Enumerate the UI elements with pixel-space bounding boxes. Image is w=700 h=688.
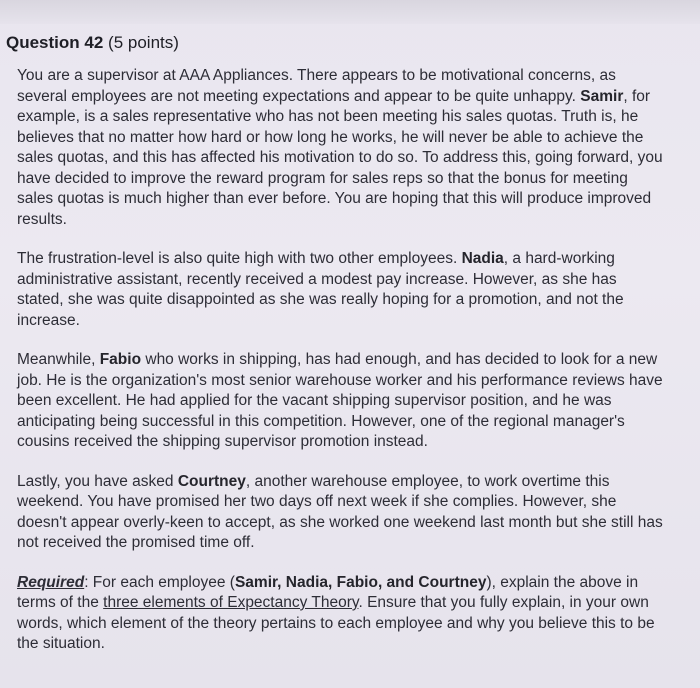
top-bar (0, 0, 700, 24)
paragraph-nadia (17, 249, 665, 331)
question-header (6, 33, 179, 53)
employee-names: Samir, Nadia, Fabio, and Courtney (234, 573, 487, 591)
question-points: (5 points) (108, 33, 179, 52)
paragraph-text: , a hard-working administrative assistant, recently received a modest pay increase. However, as she has stated, she was quite disappointed as she was really hoping for a promotion, and not the increase. (17, 250, 624, 329)
required-label: Required (17, 573, 85, 591)
paragraph-text: ), explain the above in terms of the (17, 573, 639, 611)
paragraph-text: : For each employee ( (84, 573, 235, 591)
paragraph-text: . Ensure that you fully explain, in your own words, which element of the theory pertains to each employee and why you believe this to be the situation. (17, 594, 655, 652)
question-body (17, 66, 665, 674)
paragraph-required (17, 573, 665, 655)
employee-name-courtney: Courtney (177, 472, 246, 490)
employee-name-nadia: Nadia (461, 250, 504, 267)
question-number: Question 42 (6, 33, 104, 52)
paragraph-text: , another warehouse employee, to work overtime this weekend. You have promised her two days off next week if she complies. However, she doesn't appear overly-keen to accept, as she worked one weekend last month but she still has not received the promised time off. (17, 472, 663, 551)
paragraph-text: You are a supervisor at AAA Appliances. There appears to be motivational concerns, as several employees are not meeting expectations and appear to be quite unhappy. (17, 67, 616, 105)
paragraph-text: who works in shipping, has had enough, and has decided to look for a new job. He is the organization's most senior warehouse worker and his performance reviews have been excellent. He had applied for the vacant shipping supervisor position, and he was anticipating being successful in this competition. However, one of the regional manager's cousins received the shipping supervisor promotion instead. (17, 351, 663, 450)
paragraph-text: Meanwhile, (17, 351, 100, 368)
employee-name-fabio: Fabio (99, 351, 142, 368)
employee-name-samir: Samir (580, 87, 624, 105)
expectancy-theory-link[interactable]: three elements of Expectancy Theory (103, 594, 359, 611)
paragraph-text: Lastly, you have asked (17, 472, 178, 490)
paragraph-courtney (17, 472, 665, 554)
paragraph-fabio (17, 350, 665, 453)
paragraph-text: , for example, is a sales representative who has not been meeting his sales quotas. Truth is, he believes that no matter how hard or how long he works, he will never be able to achieve the sales quotas, and this has affected his motivation to do so. To address this, going forward, you have decided to improve the reward program for sales reps so that the bonus for meeting sales quotas is much higher than ever before. You are hoping that this will produce improved results. (17, 87, 663, 228)
paragraph-text: The frustration-level is also quite high with two other employees. (17, 250, 462, 267)
paragraph-samir (17, 66, 665, 230)
